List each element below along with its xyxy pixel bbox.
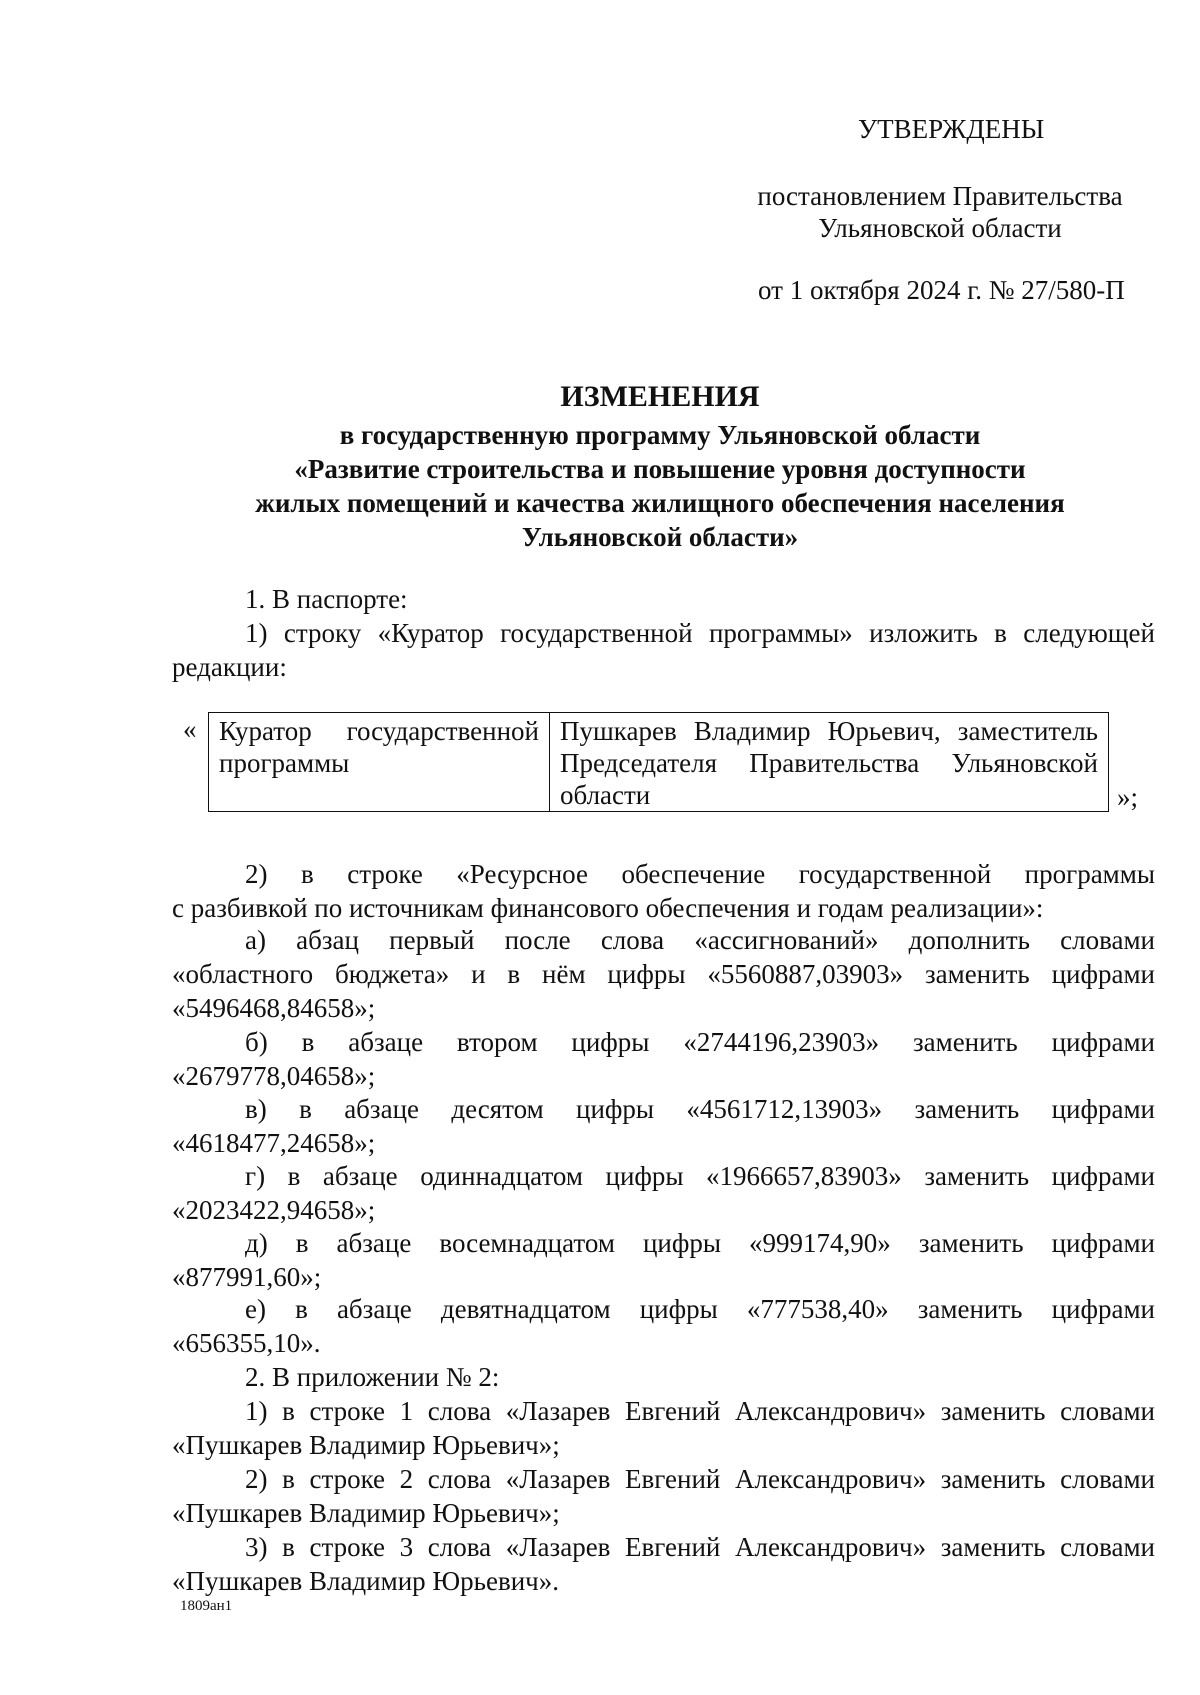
item-2-1-line-1: 1) в строке 1 слова «Лазарев Евгений Александрович» заменить словами: [245, 1396, 1155, 1426]
item-2-3-line-2: «Пушкарев Владимир Юрьевич».: [172, 1566, 559, 1596]
curator-table: [208, 712, 1109, 812]
table-row: [209, 713, 1109, 812]
sub-e-line-2: «656355,10».: [172, 1328, 321, 1358]
item-2-2-line-2: «Пушкарев Владимир Юрьевич»;: [172, 1498, 560, 1528]
section-2-heading: 2. В приложении № 2:: [245, 1362, 500, 1392]
sub-d-line-1: д) в абзаце восемнадцатом цифры «999174,90» заменить цифрами: [245, 1228, 1155, 1258]
sub-a-line-2: «областного бюджета» и в нём цифры «5560887,03903» заменить цифрами: [172, 959, 1155, 989]
sub-g-line-1: г) в абзаце одиннадцатом цифры «1966657,83903» заменить цифрами: [245, 1161, 1155, 1191]
approval-authority: [740, 180, 1140, 244]
sub-e-line-1: е) в абзаце девятнадцатом цифры «777538,40» заменить цифрами: [245, 1294, 1155, 1324]
item-1-1-line-1: 1) строку «Куратор государственной программы» изложить в следующей: [245, 618, 1155, 648]
approval-title: УТВЕРЖДЕНЫ: [858, 114, 1045, 144]
item-1-2-line-1: 2) в строке «Ресурсное обеспечение государственной программы: [245, 859, 1155, 889]
sub-a-line-3: «5496468,84658»;: [172, 993, 376, 1023]
heading-title: ИЗМЕНЕНИЯ: [560, 380, 760, 413]
sub-a-line-1: а) абзац первый после слова «ассигнований» дополнить словами: [245, 925, 1155, 955]
curator-label-cell: Куратор государственной программы: [209, 713, 550, 812]
heading-line-4: Ульяновской области»: [521, 522, 799, 552]
sub-d-line-2: «877991,60»;: [172, 1262, 322, 1292]
heading-line-3: жилых помещений и качества жилищного обеспечения населения: [255, 488, 1065, 518]
heading-line-1: в государственную программу Ульяновской области: [339, 420, 981, 450]
heading-line-2: «Развитие строительства и повышение уровня доступности: [294, 454, 1026, 484]
sub-b-line-1: б) в абзаце втором цифры «2744196,23903» заменить цифрами: [245, 1027, 1155, 1057]
sub-v-line-1: в) в абзаце десятом цифры «4561712,13903» заменить цифрами: [245, 1094, 1155, 1124]
curator-value-cell: Пушкарев Владимир Юрьевич, заместитель Председателя Правительства Ульяновской области: [550, 713, 1109, 812]
document-code: 1809ан1: [180, 1598, 233, 1614]
section-1-heading: 1. В паспорте:: [245, 584, 408, 614]
approval-line-1: постановлением Правительства: [757, 181, 1123, 211]
table-open-quote: «: [183, 714, 197, 744]
table-close-quote: »;: [1117, 782, 1139, 812]
approval-number: от 1 октября 2024 г. № 27/580-П: [758, 275, 1125, 305]
item-2-3-line-1: 3) в строке 3 слова «Лазарев Евгений Александрович» заменить словами: [245, 1532, 1155, 1562]
item-2-1-line-2: «Пушкарев Владимир Юрьевич»;: [172, 1430, 560, 1460]
item-1-1-line-2: редакции:: [172, 652, 287, 682]
sub-v-line-2: «4618477,24658»;: [172, 1128, 376, 1158]
item-2-2-line-1: 2) в строке 2 слова «Лазарев Евгений Александрович» заменить словами: [245, 1464, 1155, 1494]
item-1-2-line-2: с разбивкой по источникам финансового обеспечения и годам реализации»:: [172, 893, 1044, 923]
approval-line-2: Ульяновской области: [818, 213, 1062, 243]
sub-g-line-2: «2023422,94658»;: [172, 1195, 376, 1225]
sub-b-line-2: «2679778,04658»;: [172, 1061, 376, 1091]
